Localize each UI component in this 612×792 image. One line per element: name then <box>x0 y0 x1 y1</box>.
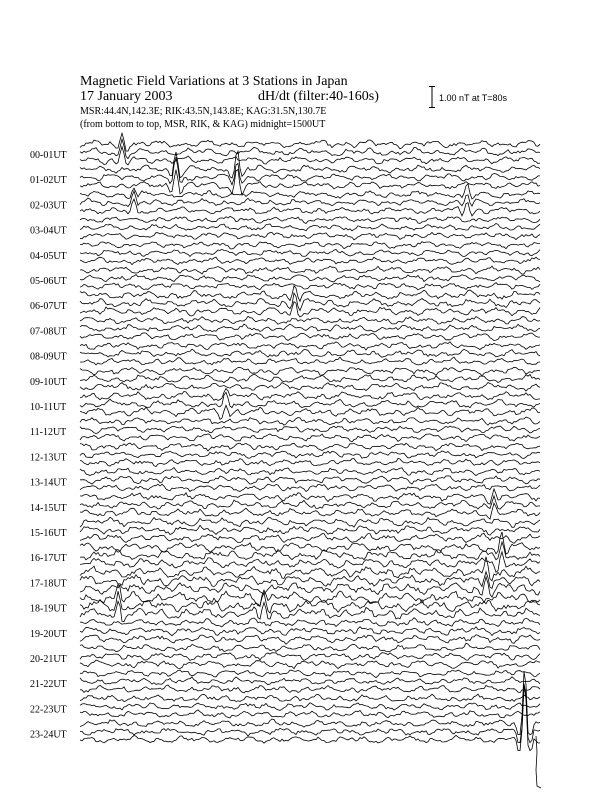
trace-kag <box>80 670 540 678</box>
trace-kag <box>80 532 540 554</box>
trace-kag <box>80 468 540 476</box>
trace-msr <box>80 434 540 442</box>
trace-kag <box>80 643 540 651</box>
hour-label: 09-10UT <box>30 376 67 388</box>
trace-kag <box>80 151 540 178</box>
trace-rik <box>80 451 540 458</box>
trace-msr <box>80 283 540 290</box>
trace-kag <box>80 389 540 401</box>
trace-msr <box>80 601 540 621</box>
trace-rik <box>80 374 540 383</box>
hour-label: 23-24UT <box>30 729 67 741</box>
trace-kag <box>80 133 540 151</box>
quantity-label: dH/dt (filter:40-160s) <box>258 89 379 104</box>
trace-msr <box>80 635 540 644</box>
hour-label: 10-11UT <box>30 402 67 413</box>
hour-label: 22-23UT <box>30 704 67 716</box>
trace-msr <box>80 257 540 265</box>
trace-kag <box>80 618 540 627</box>
trace-rik <box>80 293 540 311</box>
trace-msr <box>80 533 540 543</box>
trace-msr <box>80 710 540 718</box>
scale-bar-label: 1.00 nT at T=80s <box>439 93 507 103</box>
date-label: 17 January 2003 <box>80 89 173 104</box>
trace-kag <box>80 489 540 504</box>
hour-label: 18-19UT <box>30 603 67 615</box>
hour-label: 16-17UT <box>30 553 67 565</box>
trace-kag <box>80 443 540 451</box>
trace-rik <box>80 572 540 589</box>
trace-kag <box>80 242 540 249</box>
hour-label: 11-12UT <box>30 427 67 439</box>
trace-msr <box>80 147 540 165</box>
station-coordinates: MSR:44.4N,142.3E; RIK:43.5N,143.8E; KAG:31.5N,130.7E <box>80 106 327 117</box>
trace-rik <box>80 392 540 408</box>
trace-msr <box>80 459 540 467</box>
hour-label: 01-02UT <box>30 175 67 187</box>
trace-kag <box>80 266 540 274</box>
trace-rik <box>80 139 540 158</box>
hour-label: 14-15UT <box>30 502 67 514</box>
hour-label: 03-04UT <box>30 225 67 237</box>
trace-msr <box>80 685 540 693</box>
trace-msr <box>80 170 540 196</box>
trace-msr <box>80 660 540 669</box>
trace-msr <box>80 333 540 341</box>
hour-label: 15-16UT <box>30 528 67 539</box>
trace-msr <box>80 199 540 216</box>
trace-rik <box>80 349 540 357</box>
trace-rik <box>80 496 540 509</box>
trace-msr-excursion <box>536 736 541 788</box>
trace-rik <box>80 476 540 484</box>
trace-msr <box>80 484 540 491</box>
hour-label: 19-20UT <box>30 628 67 640</box>
trace-kag <box>80 216 540 223</box>
hour-label: 02-03UT <box>30 200 67 212</box>
trace-rik <box>80 703 540 711</box>
trace-rik <box>80 677 540 685</box>
trace-msr <box>80 357 540 365</box>
trace-rik <box>80 653 540 661</box>
hour-label: 06-07UT <box>30 301 67 313</box>
trace-rik <box>80 324 540 332</box>
trace-kag <box>80 342 540 350</box>
trace-order-note: (from bottom to top, MSR, RIK, & KAG) midnight=1500UT <box>80 119 326 130</box>
trace-kag <box>80 367 540 375</box>
trace-rik <box>80 249 540 256</box>
hour-label: 17-18UT <box>30 578 67 590</box>
hour-label: 00-01UT <box>30 150 67 161</box>
trace-msr <box>80 233 540 240</box>
trace-msr <box>80 552 540 572</box>
trace-kag <box>80 694 540 702</box>
trace-kag <box>80 316 540 324</box>
chart-title: Magnetic Field Variations at 3 Stations in Japan <box>80 74 348 89</box>
trace-rik <box>80 275 540 283</box>
trace-rik <box>80 224 540 231</box>
hour-label: 05-06UT <box>30 276 67 287</box>
trace-msr <box>80 383 540 392</box>
hour-label: 13-14UT <box>30 477 67 489</box>
hour-label: 20-21UT <box>30 654 67 665</box>
trace-kag <box>80 417 540 425</box>
trace-rik <box>80 525 540 535</box>
trace-rik <box>80 426 540 434</box>
trace-msr <box>80 686 540 751</box>
hour-label: 08-09UT <box>30 351 67 363</box>
trace-kag <box>80 517 540 527</box>
trace-msr <box>80 302 540 317</box>
trace-rik <box>80 627 540 636</box>
hour-label: 21-22UT <box>30 679 67 691</box>
hour-label: 04-05UT <box>30 250 67 262</box>
trace-kag <box>80 184 540 199</box>
hour-label: 12-13UT <box>30 452 67 464</box>
hour-label: 07-08UT <box>30 326 67 338</box>
